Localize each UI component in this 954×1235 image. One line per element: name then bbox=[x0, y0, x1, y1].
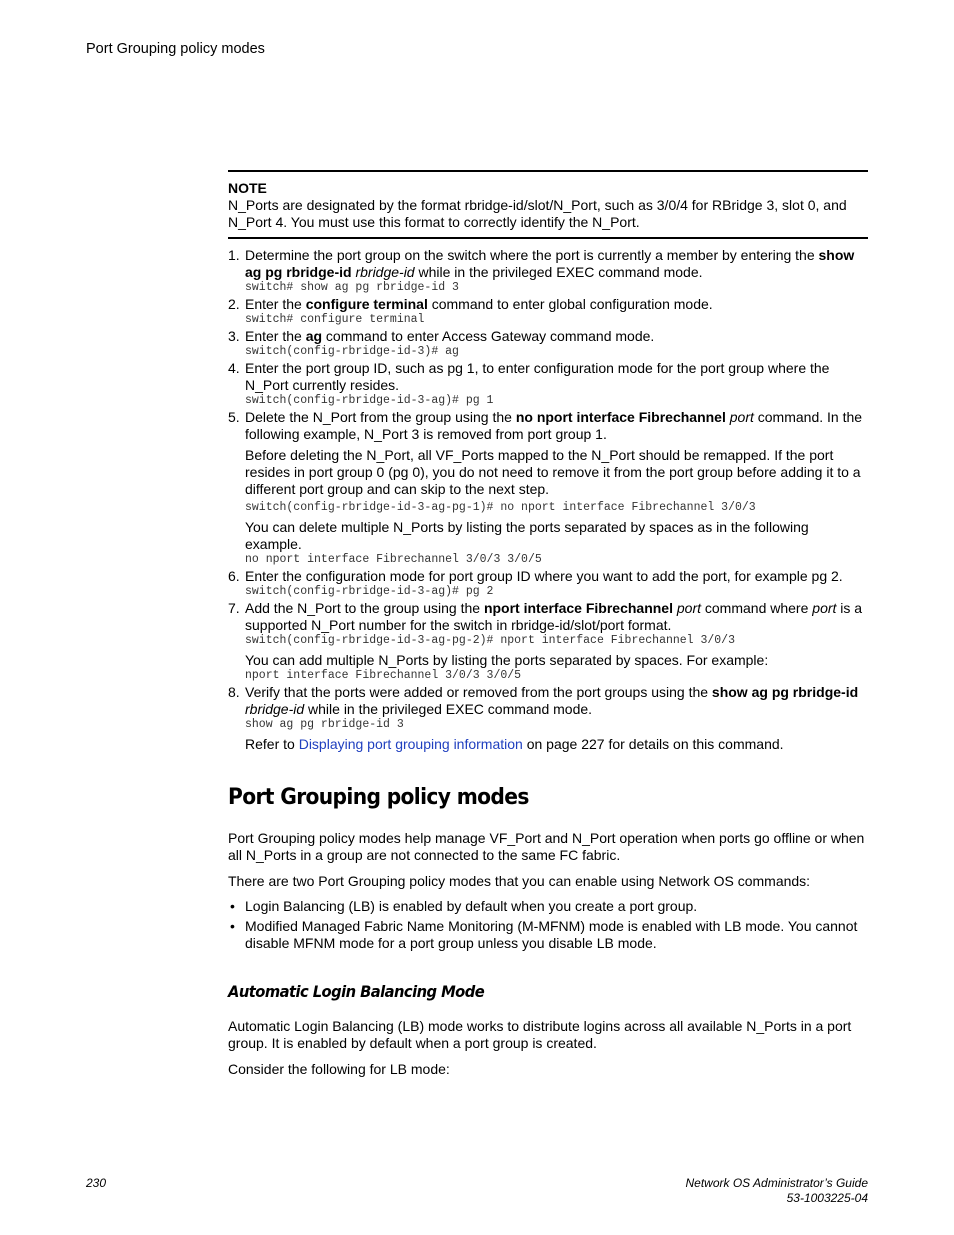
step-paragraph: Before deleting the N_Port, all VF_Ports mapped to the N_Port should be remapped. If the port resides in port group 0 (pg 0), you do not need to remove it from the port group before adding it to a different port group and can skip to the next step. bbox=[245, 447, 861, 497]
step-number: 4. bbox=[228, 360, 240, 376]
code-example: switch(config-rbridge-id-3-ag)# pg 2 bbox=[245, 585, 494, 598]
note-bottom-rule bbox=[228, 237, 868, 239]
code-example: show ag pg rbridge-id 3 bbox=[245, 718, 404, 731]
command-arg: rbridge-id bbox=[355, 264, 415, 280]
step-text: Enter the bbox=[245, 328, 306, 344]
code-example: switch# show ag pg rbridge-id 3 bbox=[245, 281, 459, 294]
step-text: Enter the configuration mode for port group ID where you want to add the port, for example pg 2. bbox=[245, 568, 843, 584]
step-1 bbox=[228, 247, 868, 295]
code-example: switch(config-rbridge-id-3)# ag bbox=[245, 345, 459, 358]
command-bold: no nport interface Fibrechannel bbox=[515, 409, 726, 425]
step-7 bbox=[228, 600, 868, 683]
section-paragraph-1: Port Grouping policy modes help manage VF_Port and N_Port operation when ports go offline or when all N_Ports in a group are not connected to the same FC fabric. bbox=[228, 830, 865, 863]
step-number: 2. bbox=[228, 296, 240, 312]
step-number: 5. bbox=[228, 409, 240, 425]
note-title: NOTE bbox=[228, 180, 267, 196]
bullet-icon: • bbox=[230, 918, 235, 934]
procedure-steps bbox=[228, 247, 868, 753]
step-number: 6. bbox=[228, 568, 240, 584]
code-example: switch(config-rbridge-id-3-ag-pg-1)# no nport interface Fibrechannel 3/0/3 bbox=[245, 501, 756, 514]
step-2 bbox=[228, 296, 868, 327]
note-box bbox=[228, 172, 868, 237]
code-example: nport interface Fibrechannel 3/0/3 3/0/5 bbox=[245, 669, 522, 682]
subsection-paragraph-1: Automatic Login Balancing (LB) mode works to distribute logins across all available N_Ports in a port group. It is enabled by default when a port group is created. bbox=[228, 1018, 852, 1051]
command-bold: configure terminal bbox=[305, 296, 428, 312]
step-text: while in the privileged EXEC command mode. bbox=[414, 264, 703, 280]
page-content bbox=[228, 170, 868, 1078]
bullet-list bbox=[228, 898, 868, 952]
code-example: switch(config-rbridge-id-3-ag-pg-2)# nport interface Fibrechannel 3/0/3 bbox=[245, 634, 735, 647]
note-text: N_Ports are designated by the format rbridge-id/slot/N_Port, such as 3/0/4 for RBridge 3, slot 0, and N_Port 4. You must use this format to correctly identify the N_Port. bbox=[228, 197, 847, 230]
step-3 bbox=[228, 328, 868, 359]
bullet-icon: • bbox=[230, 898, 235, 914]
code-example: switch# configure terminal bbox=[245, 313, 425, 326]
step-text: while in the privileged EXEC command mode. bbox=[304, 701, 593, 717]
step-number: 8. bbox=[228, 684, 240, 700]
command-arg: rbridge-id bbox=[245, 701, 305, 717]
cross-reference-link[interactable]: Displaying port grouping information bbox=[298, 736, 523, 752]
doc-number: 53-1003225-04 bbox=[786, 1191, 868, 1205]
step-paragraph: You can delete multiple N_Ports by listing the ports separated by spaces as in the following example. bbox=[245, 519, 809, 552]
step-text: is a supported N_Port number for the switch in rbridge-id/slot/port format. bbox=[245, 600, 863, 633]
step-number: 3. bbox=[228, 328, 240, 344]
section-paragraph-2: There are two Port Grouping policy modes that you can enable using Network OS commands: bbox=[228, 873, 811, 889]
step-text: Add the N_Port to the group using the bbox=[245, 600, 484, 616]
step-text: Determine the port group on the switch where the port is currently a member by entering the bbox=[245, 247, 819, 263]
step-text: command. In the following example, N_Port 3 is removed from port group 1. bbox=[245, 409, 863, 442]
command-arg: port bbox=[676, 600, 701, 616]
command-bold: show ag pg rbridge-id bbox=[245, 247, 855, 280]
command-bold: nport interface Fibrechannel bbox=[483, 600, 673, 616]
step-6 bbox=[228, 568, 868, 599]
step-text: Delete the N_Port from the group using the bbox=[245, 409, 516, 425]
step-paragraph: You can add multiple N_Ports by listing the ports separated by spaces. For example: bbox=[245, 652, 769, 668]
ref-text: on page 227 for details on this command. bbox=[522, 736, 784, 752]
code-example: switch(config-rbridge-id-3-ag)# pg 1 bbox=[245, 394, 494, 407]
command-arg: port bbox=[729, 409, 754, 425]
list-item bbox=[228, 918, 868, 952]
command-arg: port bbox=[812, 600, 837, 616]
step-number: 7. bbox=[228, 600, 240, 616]
bullet-text: Modified Managed Fabric Name Monitoring (M-MFNM) mode is enabled with LB mode. You cannot disable MFNM mode for a port group unless you disable LB mode. bbox=[245, 918, 858, 951]
list-item bbox=[228, 898, 868, 915]
code-example: no nport interface Fibrechannel 3/0/3 3/0/5 bbox=[245, 553, 542, 566]
bullet-text: Login Balancing (LB) is enabled by default when you create a port group. bbox=[245, 898, 698, 914]
page-number: 230 bbox=[86, 1176, 107, 1190]
footer-info bbox=[685, 1176, 868, 1206]
step-text: Enter the port group ID, such as pg 1, to enter configuration mode for the port group where the N_Port currently resides. bbox=[245, 360, 830, 393]
guide-title: Network OS Administrator’s Guide bbox=[685, 1176, 868, 1190]
step-4 bbox=[228, 360, 868, 408]
section-heading: Port Grouping policy modes bbox=[228, 785, 529, 810]
step-text: Verify that the ports were added or removed from the port groups using the bbox=[245, 684, 712, 700]
ref-text: Refer to bbox=[245, 736, 299, 752]
running-header: Port Grouping policy modes bbox=[86, 41, 265, 57]
step-text: command to enter global configuration mode. bbox=[427, 296, 713, 312]
command-bold: ag bbox=[305, 328, 323, 344]
subsection-heading: Automatic Login Balancing Mode bbox=[228, 982, 485, 1001]
step-8 bbox=[228, 684, 868, 753]
step-text: Enter the bbox=[245, 296, 306, 312]
subsection-paragraph-2: Consider the following for LB mode: bbox=[228, 1061, 450, 1077]
command-bold: show ag pg rbridge-id bbox=[711, 684, 859, 700]
step-text: command to enter Access Gateway command mode. bbox=[322, 328, 655, 344]
step-5 bbox=[228, 409, 868, 567]
cross-reference bbox=[245, 736, 868, 753]
step-text: command where bbox=[701, 600, 813, 616]
step-number: 1. bbox=[228, 247, 240, 263]
